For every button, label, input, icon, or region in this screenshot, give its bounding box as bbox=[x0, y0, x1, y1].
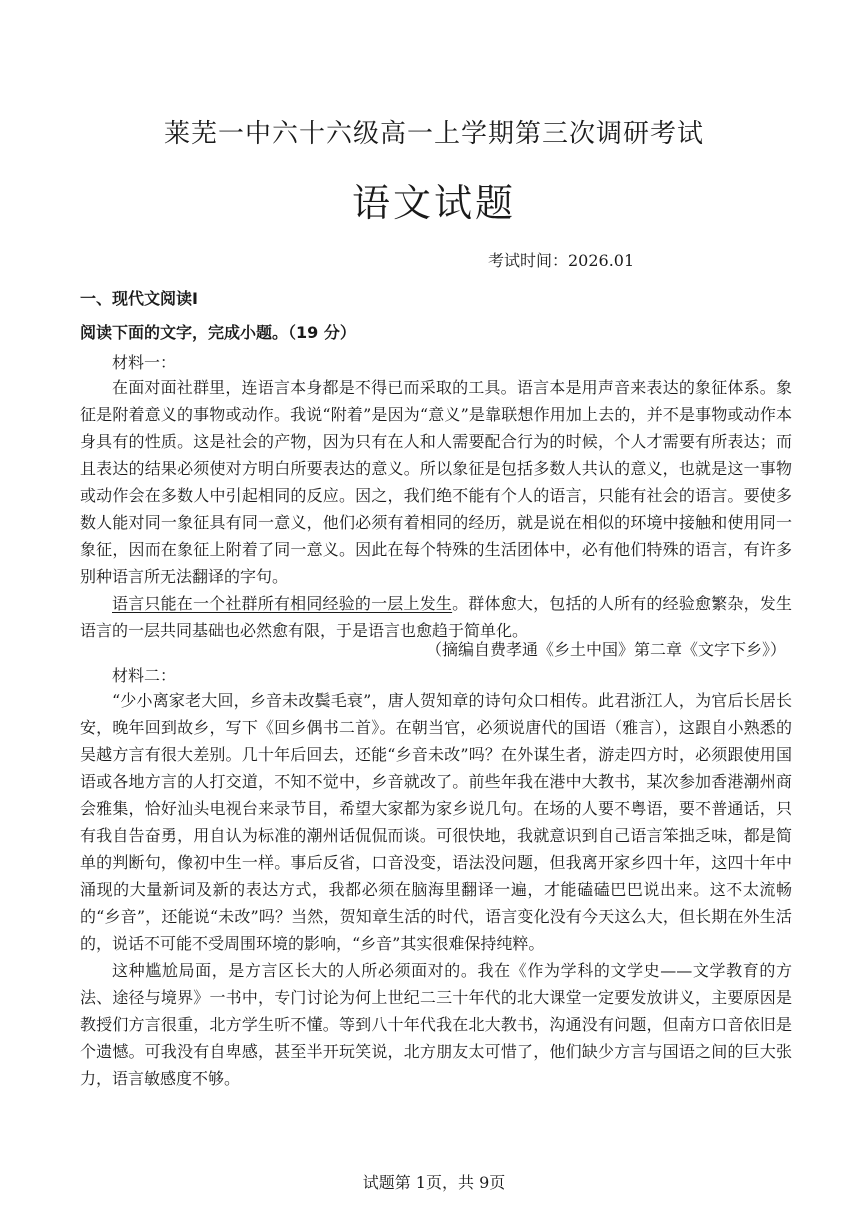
material-one-body bbox=[80, 374, 792, 644]
reading-instruction: 阅读下面的文字，完成小题。（19 分） bbox=[80, 323, 356, 342]
material-two-label: 材料二： bbox=[112, 666, 177, 685]
material-two-paragraph-1: “少小离家老大回，乡音未改鬓毛衰”，唐人贺知章的诗句众口相传。此君浙江人，为官后长居长安，晚年回到故乡，写下《回乡偶书二首》。在朝当官，必须说唐代的国语（雅言），这跟自小熟悉的吴越方言有很大差别。几十年后回去，还能“乡音未改”吗？在外谋生者，游走四方时，必须跟使用国语或各地方言的人打交道，不知不觉中，乡音就改了。前些年我在港中大教书，某次参加香港潮州商会雅集，恰好汕头电视台来录节目，希望大家都为家乡说几句。在场的人要不粤语，要不普通话，只有我自告奋勇，用自认为标准的潮州话侃侃而谈。可很快地，我就意识到自己语言笨拙乏味，都是简单的判断句，像初中生一样。事后反省，口音没变，语法没问题，但我离开家乡四十年，这四十年中涌现的大量新词及新的表达方式，我都必须在脑海里翻译一遍，才能磕磕巴巴说出来。这不太流畅的“乡音”，还能说“未改”吗？当然，贺知章生活的时代，语言变化没有今天这么大，但长期在外生活的，说话不可能不受周围环境的影响，“乡音”其实很难保持纯粹。 bbox=[80, 691, 792, 953]
material-one-source: （摘编自费孝通《乡土中国》第二章《文字下乡》） bbox=[425, 640, 786, 659]
material-two-body bbox=[80, 687, 792, 1092]
material-two-paragraph-2: 这种尴尬局面，是方言区长大的人所必须面对的。我在《作为学科的文学史——文学教育的方法、途径与境界》一书中，专门讨论为何上世纪二三十年代的北大课堂一定要发放讲义，主要原因是教授们方言很重，北方学生听不懂。等到八十年代我在北大教书，沟通没有问题，但南方口音依旧是个遗憾。可我没有自卑感，甚至半开玩笑说，北方朋友太可惜了，他们缺少方言与国语之间的巨大张力，语言敏感度不够。 bbox=[80, 961, 792, 1088]
exam-time: 考试时间：2026.01 bbox=[488, 251, 635, 270]
material-one-paragraph-1: 在面对面社群里，连语言本身都是不得已而采取的工具。语言本是用声音来表达的象征体系。象征是附着意义的事物或动作。我说“附着”是因为“意义”是靠联想作用加上去的，并不是事物或动作本身具有的性质。这是社会的产物，因为只有在人和人需要配合行为的时候，个人才需要有所表达；而且表达的结果必须使对方明白所要表达的意义。所以象征是包括多数人共认的意义，也就是这一事物或动作会在多数人中引起相同的反应。因之，我们绝不能有个人的语言，只能有社会的语言。要使多数人能对同一象征具有同一意义，他们必须有着相同的经历，就是说在相似的环境中接触和使用同一象征，因而在象征上附着了同一意义。因此在每个特殊的生活团体中，必有他们特殊的语言，有许多别种语言所无法翻译的字句。 bbox=[80, 378, 792, 586]
page-footer: 试题第 1页，共 9页 bbox=[362, 1173, 506, 1192]
underlined-sentence: 语言只能在一个社群所有相同经验的一层上发生 bbox=[112, 594, 453, 613]
paragraph-continuation: 。群体愈大，包括的人所有的经验愈繁杂，发生语言的一层共同基础也必然愈有限，于是语言也愈趋于简单化。 bbox=[80, 594, 792, 640]
material-one-label: 材料一： bbox=[112, 353, 177, 372]
page-title: 语文试题 bbox=[351, 181, 516, 225]
material-one-paragraph-2 bbox=[80, 590, 792, 644]
section-heading: 一、现代文阅读Ⅰ bbox=[80, 289, 198, 308]
school-exam-title: 莱芜一中六十六级高一上学期第三次调研考试 bbox=[163, 119, 704, 149]
